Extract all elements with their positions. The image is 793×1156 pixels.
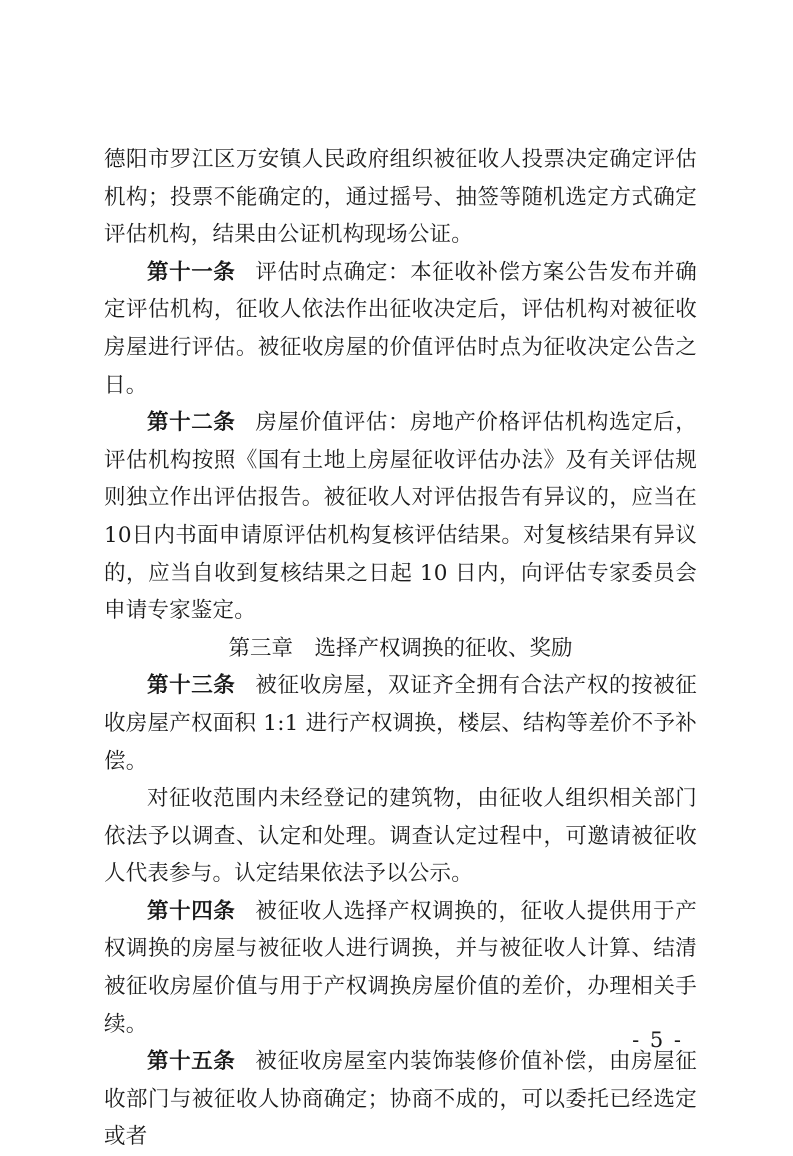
article-15-text: 被征收房屋室内装饰装修价值补偿，由房屋征收部门与被征收人协商确定；协商不成的，可以委托已经选定或者 [104, 1049, 697, 1150]
article-14-text: 被征收人选择产权调换的，征收人提供用于产权调换的房屋与被征收人进行调换，并与被征收人计算、结清被征收房屋价值与用于产权调换房屋价值的差价，办理相关手续。 [104, 898, 697, 1037]
article-12-text: 房屋价值评估：房地产价格评估机构选定后，评估机构按照《国有土地上房屋征收评估办法》及有关评估规则独立作出评估报告。被征收人对评估报告有异议的，应当在10日内书面申请原评估机构复核评估结果。对复核结果有异议的，应当自收到复核结果之日起 10 日内，向评估专家委员会申请专家鉴定。 [104, 410, 697, 624]
article-13-paragraph-2: 对征收范围内未经登记的建筑物，由征收人组织相关部门依法予以调查、认定和处理。调查认定过程中，可邀请被征收人代表参与。认定结果依法予以公示。 [104, 786, 697, 887]
intro-paragraph: 德阳市罗江区万安镇人民政府组织被征收人投票决定确定评估机构；投票不能确定的，通过摇号、抽签等随机选定方式确定评估机构，结果由公证机构现场公证。 [104, 147, 697, 248]
article-11-text: 评估时点确定：本征收补偿方案公告发布并确定评估机构，征收人依法作出征收决定后，评估机构对被征收房屋进行评估。被征收房屋的价值评估时点为征收决定公告之日。 [104, 259, 697, 398]
page-number: - 5 - [632, 1028, 683, 1052]
article-11-number: 第十一条 [147, 259, 236, 285]
article-13 [104, 667, 697, 780]
document-body [104, 141, 697, 1156]
article-14 [104, 893, 697, 1043]
article-11 [104, 254, 697, 404]
article-15 [104, 1043, 697, 1156]
article-13-number: 第十三条 [147, 673, 236, 699]
article-15-number: 第十五条 [147, 1049, 236, 1075]
article-12 [104, 404, 697, 630]
article-13-text: 被征收房屋，双证齐全拥有合法产权的按被征收房屋产权面积 1:1 进行产权调换，楼层、结构等差价不予补偿。 [104, 673, 697, 774]
chapter-3-title: 第三章 选择产权调换的征收、奖励 [228, 635, 573, 661]
article-14-number: 第十四条 [147, 898, 236, 924]
article-12-number: 第十二条 [147, 410, 236, 436]
